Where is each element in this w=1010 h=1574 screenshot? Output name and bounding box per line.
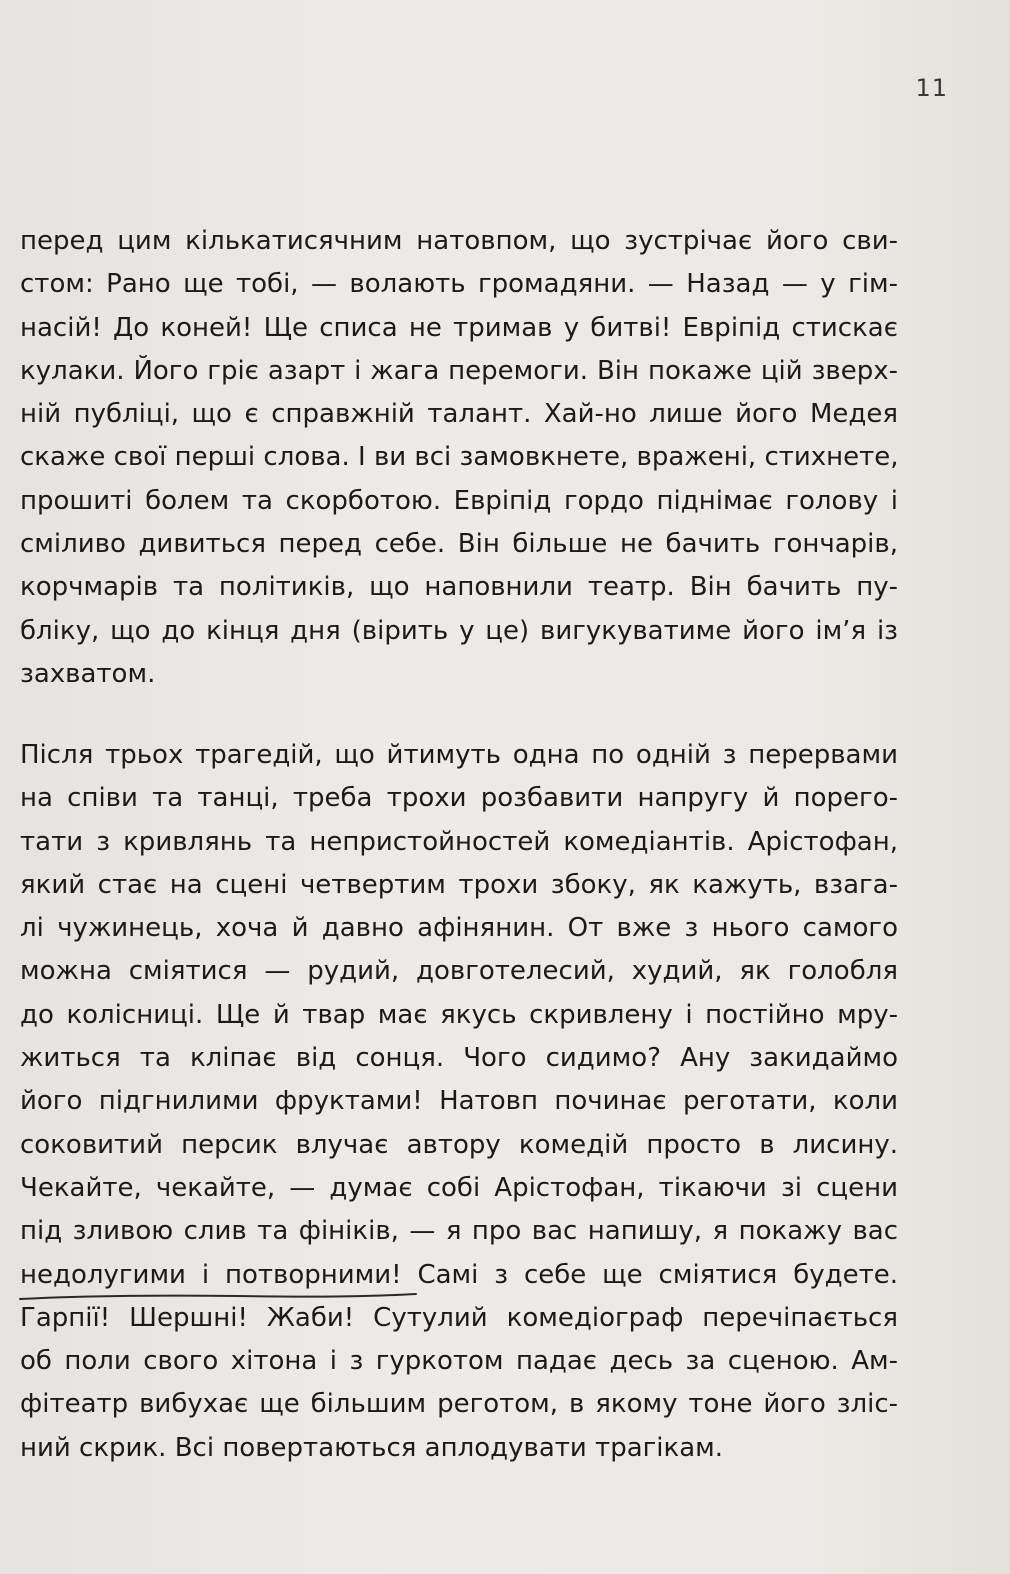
text-line: ній публіці, що є справжній талант. Хай-но лише його Медея — [20, 399, 898, 430]
text-line: можна сміятися — рудий, довготелесий, худий, як голобля — [20, 956, 898, 987]
text-line: до колісниці. Ще й твар має якусь скривлену і постійно мру- — [20, 999, 898, 1030]
text-line: стом: Рано ще тобі, — волають громадяни. — Назад — у гім- — [20, 269, 898, 300]
text-line: соковитий персик влучає автору комедій просто в лисину. — [20, 1129, 898, 1160]
text-line: скаже свої перші слова. І ви всі замовкнете, вражені, стихнете, — [20, 442, 899, 473]
paragraph-aristophanes — [20, 734, 898, 1470]
text-line: перед цим кількатисячним натовпом, що зустрічає його сви- — [20, 226, 898, 256]
text-line: на співи та танці, треба трохи розбавити напругу й порего- — [20, 783, 898, 814]
text-line: житься та кліпає від сонця. Чого сидимо? Ану закидаймо — [20, 1043, 898, 1074]
text-line: недолугими і потворними! Самі з себе ще сміятися будете. — [20, 1259, 898, 1290]
text-line: об поли свого хітона і з гуркотом падає десь за сценою. Ам- — [20, 1346, 898, 1377]
text-line: фітеатр вибухає ще більшим реготом, в якому тоне його зліс- — [20, 1389, 898, 1420]
text-line: насій! До коней! Ще списа не тримав у битві! Евріпід стискає — [20, 312, 898, 343]
text-line: Гарпії! Шершні! Жаби! Сутулий комедіограф перечіпається — [20, 1302, 898, 1333]
text-line: лі чужинець, хоча й давно афінянин. От вже з нього самого — [20, 913, 898, 944]
text-line: тати з кривлянь та непристойностей комедіантів. Арістофан, — [20, 826, 898, 857]
text-line: прошиті болем та скорботою. Евріпід гордо піднімає голову і — [20, 485, 898, 516]
paragraph-euripides — [20, 220, 898, 696]
text-line: ний скрик. Всі повертаються аплодувати трагікам. — [20, 1432, 724, 1463]
text-line: Після трьох трагедій, що йтимуть одна по одній з перервами — [20, 740, 898, 770]
text-line: сміливо дивиться перед себе. Він більше не бачить гончарів, — [20, 529, 898, 560]
text-line: який стає на сцені четвертим трохи збоку, як кажуть, взага- — [20, 869, 898, 900]
text-line: корчмарів та політиків, що наповнили театр. Він бачить пу- — [20, 572, 898, 603]
text-line: бліку, що до кінця дня (вірить у це) вигукуватиме його ім’я із — [20, 615, 898, 646]
text-line: Чекайте, чекайте, — думає собі Арістофан, тікаючи зі сцени — [20, 1172, 898, 1203]
text-line: під зливою слив та фініків, — я про вас напишу, я покажу вас — [20, 1216, 898, 1247]
page-number: 11 — [915, 74, 948, 102]
text-line: захватом. — [20, 658, 156, 689]
text-line: кулаки. Його гріє азарт і жага перемоги. Він покаже цій зверх- — [20, 355, 898, 386]
text-line: його підгнилими фруктами! Натовп починає реготати, коли — [20, 1086, 898, 1117]
